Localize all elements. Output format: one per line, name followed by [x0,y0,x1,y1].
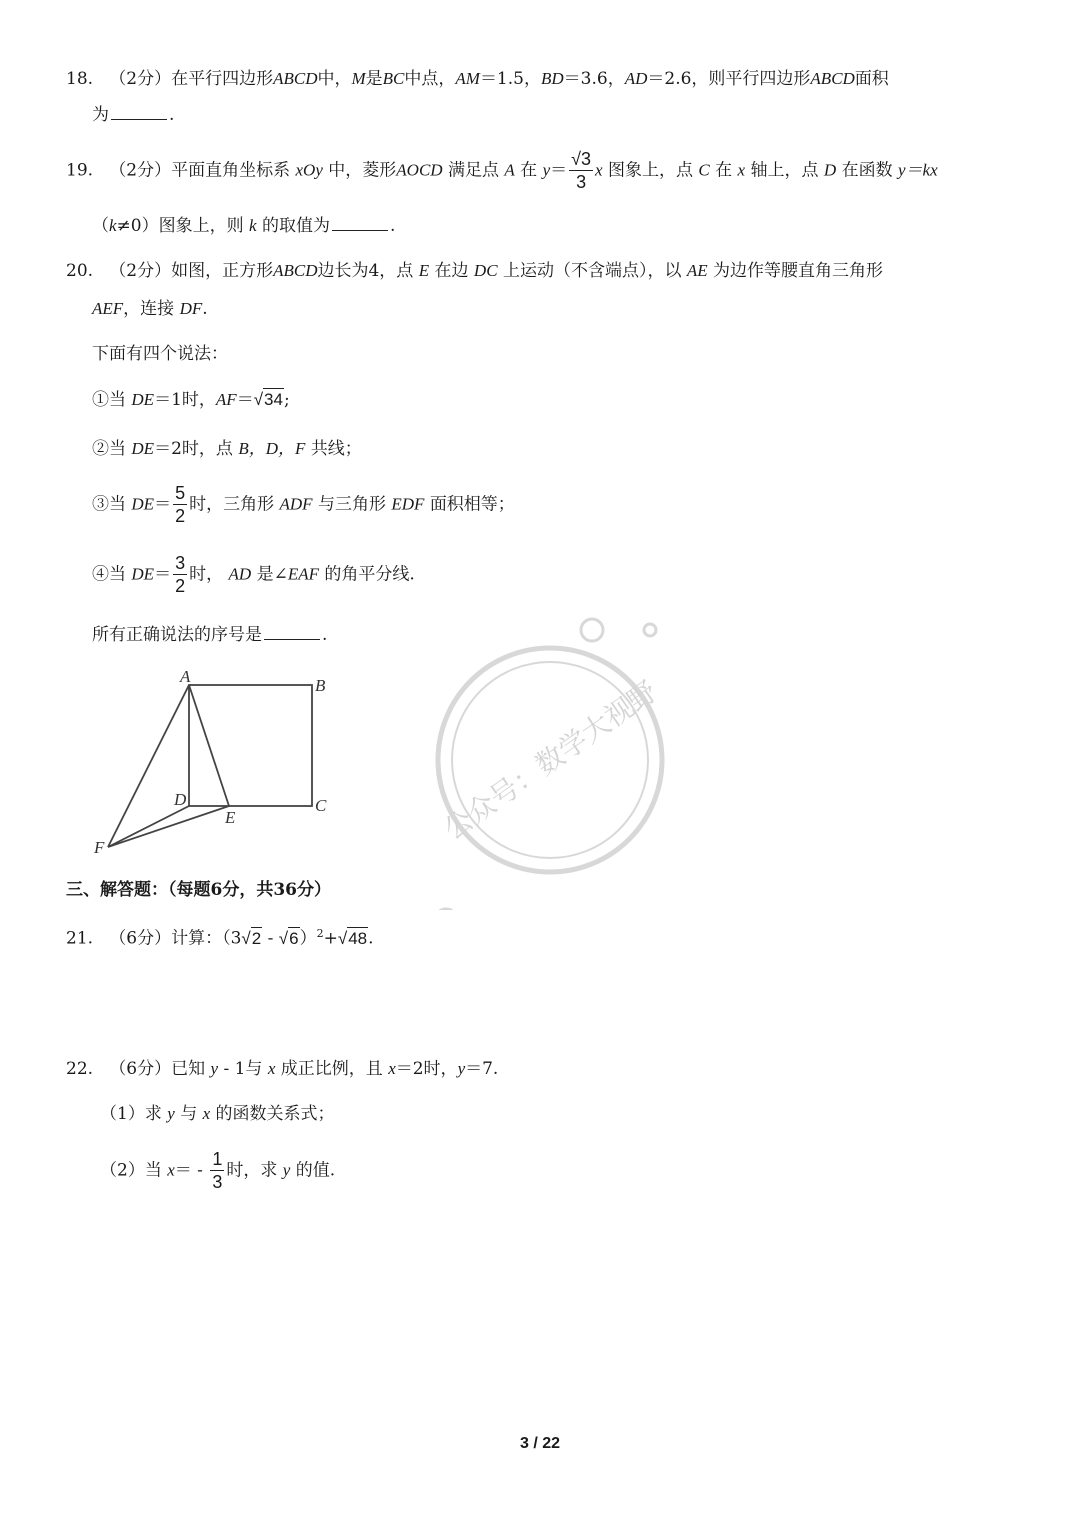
q18-abcd: ABCD [273,69,318,88]
q19-text: 在函数 [841,160,893,181]
q19-text: 在 [520,160,538,181]
q19-line2 [92,217,395,235]
segment-df [108,806,189,847]
q18-am: AM [455,69,480,88]
q19-x: x [737,160,746,180]
geometry-figure [88,660,348,860]
q19-y: y [542,160,551,180]
q20-text: 时，三角形 [189,494,275,515]
label-f: F [94,838,105,857]
q22-x: x [167,1160,175,1180]
q20-e: E [418,261,430,280]
q22-text: ＝2时， [395,1059,458,1079]
q20-line1 [66,262,883,280]
q21-text: + [323,928,338,949]
q18-ad: AD [624,69,648,88]
fraction-numerator: √3 [571,149,592,169]
fraction-numerator: 3 [175,553,186,573]
q22-text: 与 [180,1104,198,1124]
q18-text: ＝1.5， [479,69,541,89]
q22-text: 已知 [171,1059,206,1079]
q22-text: - 1与 [218,1059,263,1079]
q19-a: A [504,160,515,180]
q18-text: 中点， [404,69,456,89]
q20-text: 如图，正方形 [171,261,274,281]
q19-text: 满足点 [447,160,499,181]
fraction-denominator: 2 [175,505,186,526]
q18-m: M [351,69,366,88]
section-text: 6 [210,880,223,900]
q22-x: x [267,1059,276,1078]
radicand: 48 [348,928,368,948]
watermark-text: 公众号：数学大视野 [437,674,663,847]
q20-text: ＝2时，点 [154,439,233,459]
q22-y: y [210,1059,219,1078]
sqrt-6: √6 [278,928,299,948]
q22-y: y [282,1160,291,1180]
q19-fraction [569,150,593,192]
fraction-denominator: 3 [212,1171,223,1192]
q20-ae: AE [686,261,708,280]
q20-score: （2分） [109,261,172,281]
q19-k: k [249,216,257,235]
q19-text: 轴上，点 [750,160,819,181]
q22-x: x [388,1059,396,1078]
q19-text: 中，菱形 [328,160,397,181]
q20-points: B，D，F [238,439,306,458]
q22-part-2 [100,1150,335,1192]
q22-number: 22. [66,1059,94,1079]
q20-text: 共线； [310,439,362,459]
q22-score: （6分） [109,1059,172,1079]
q22-text: 成正比例，且 [280,1059,383,1079]
q20-abcd: ABCD [273,261,318,280]
q19-k: k [109,216,117,235]
q22-part-1 [100,1105,335,1123]
q20-text: ＝ [154,494,172,515]
q20-text: 上运动（不含端点），以 [502,261,682,281]
q20-edf: EDF [391,494,425,514]
q20-line2 [92,300,208,318]
q19-text: 平面直角坐标系 [171,160,291,181]
q21-text: 计算：（3 [171,928,242,949]
radicand: 6 [289,928,299,948]
q19-number: 19. [66,160,94,181]
q20-text: ②当 [92,439,126,459]
q21-text: . [368,928,374,949]
q19-c: C [698,160,710,180]
q19-xoy: xOy [295,160,323,180]
q18-text: 中， [317,69,352,89]
segment-af [108,685,189,847]
fraction-numerator: 5 [175,483,186,503]
q22-y: y [457,1059,466,1078]
q22-text: ＝7. [465,1059,499,1079]
q20-text: ＝1时， [154,390,216,410]
q19-text: 图象上，点 [607,160,693,181]
q20-text: 边长为4，点 [317,261,414,281]
q20-text: ④当 [92,564,126,585]
q18-abcd: ABCD [810,69,855,88]
q19-text: 的取值为 [261,216,330,236]
q18-text: ＝2.6，则平行四边形 [647,69,811,89]
q18-text: 在平行四边形 [171,69,274,89]
sqrt-48: √48 [337,928,368,948]
q20-statement-1 [92,391,290,409]
sqrt-2: √2 [241,928,262,948]
q22-x: x [202,1104,211,1123]
section-text: 三、解答题：（每题 [66,880,211,900]
q21-text: - [262,928,279,949]
q20-af: AF [215,390,237,409]
sqrt-34: √34 [253,390,283,409]
q20-text: ①当 [92,390,126,410]
q20-adf: ADF [279,494,313,514]
answer-blank [111,118,167,120]
q19-text: ＝ [550,160,568,181]
q18-line2 [92,107,174,124]
q19-line1 [66,150,938,192]
q18-text: 面积 [854,69,889,89]
q19-text: ≠0）图象上，则 [116,216,244,236]
page-number: 3 / 22 [519,1435,561,1452]
q18-text: ＝3.6， [563,69,625,89]
label-b: B [315,676,326,695]
q19-d: D [823,160,837,180]
q20-text: ＝ [236,390,254,410]
q20-text: 所有正确说法的序号是 [92,625,262,645]
q22-text: ＝ - [174,1160,209,1181]
fraction-1-3 [210,1150,224,1192]
q20-de: DE [131,390,155,409]
q20-text: . [202,299,208,319]
fraction-denominator: 2 [175,575,186,596]
fraction-3-2 [173,554,187,596]
q20-aef: AEF [92,299,124,318]
section-text: 分，共 [222,880,274,900]
q20-text: 面积相等； [429,494,515,515]
q22-text: 时，求 [226,1160,278,1181]
q20-de: DE [131,494,155,514]
answer-blank [332,229,388,231]
q19-text: （ [92,216,109,236]
q18-text: 是 [365,69,383,89]
q19-score: （2分） [109,160,172,181]
fraction-numerator: 1 [212,1149,223,1169]
watermark-seal [400,610,700,910]
answer-blank [264,638,320,640]
q20-text: ，连接 [123,299,175,319]
q20-text: . [322,625,328,645]
q18-bc: BC [382,69,405,88]
square-abcd [189,685,312,806]
section-header [66,882,331,899]
radicand: 34 [264,390,283,409]
q22-text: 的函数关系式； [215,1104,335,1124]
q20-number: 20. [66,261,94,281]
q20-text: 是∠ [256,564,288,585]
q20-df: DF [179,299,203,318]
q20-intro: 下面有四个说法： [92,344,228,364]
q18-text: 为 [92,105,109,125]
q20-ask [92,627,327,644]
label-e: E [225,808,236,827]
q21-number: 21. [66,928,94,949]
q18-score: （2分） [109,69,172,89]
fraction-5-2 [173,484,187,526]
q20-eaf: EAF [287,564,319,584]
q19-aocd: AOCD [396,160,443,180]
q20-text: ＝ [154,564,172,585]
q22-text: （1）求 [100,1104,162,1124]
q19-ykx: y＝kx [897,160,938,180]
q19-text: . [389,216,396,236]
label-a: A [180,667,191,686]
q20-ad: AD [228,564,252,584]
q22-y: y [167,1104,175,1123]
q20-text: 时， [189,564,224,585]
q18-text: . [169,105,175,125]
q22-text: （2）当 [100,1160,162,1181]
q21-line [66,928,374,948]
segment-ae [189,685,229,806]
q20-de: DE [131,439,155,458]
q20-de: DE [131,564,155,584]
q21-score: （6分） [109,928,172,949]
q20-text: 与三角形 [317,494,386,515]
q20-statement-2 [92,440,362,458]
section-text: 分） [297,880,332,900]
q20-text: 在边 [434,261,469,281]
fraction-denominator: 3 [576,171,587,192]
section-text: 36 [273,880,298,900]
q18-bd: BD [540,69,564,88]
q21-exponent: 2 [316,927,324,940]
q19-x: x [595,160,603,180]
q18-number: 18. [66,69,94,89]
q20-text: 的角平分线. [324,564,415,585]
label-c: C [315,796,327,815]
q20-statement-4 [92,554,415,596]
q19-text: 在 [715,160,733,181]
q22-text: 的值. [295,1160,336,1181]
q20-statement-3 [92,484,515,526]
radicand: 2 [251,928,262,948]
q18-line1 [66,70,889,88]
label-d: D [174,790,187,809]
q22-line [66,1060,498,1078]
q20-text: ; [283,390,290,410]
q20-text: 为边作等腰直角三角形 [713,261,884,281]
q21-text: ） [299,928,317,949]
q20-dc: DC [473,261,498,280]
q20-text: ③当 [92,494,126,515]
